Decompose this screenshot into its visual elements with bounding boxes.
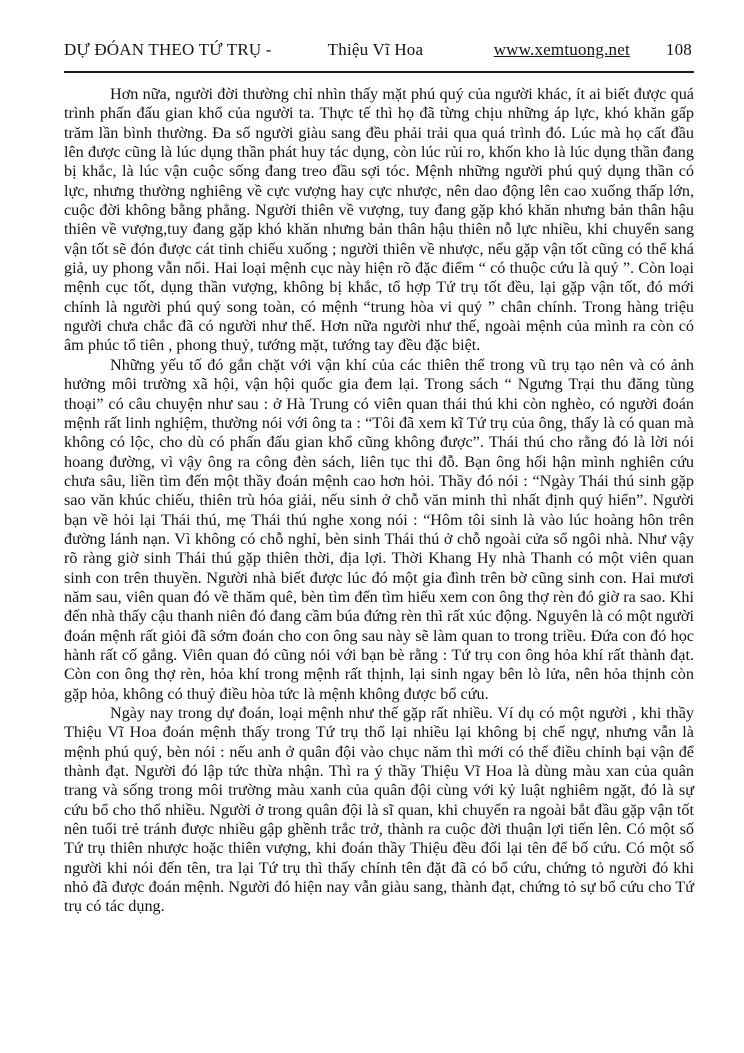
header-divider bbox=[64, 71, 694, 73]
author-name: Thiệu Vĩ Hoa bbox=[327, 40, 424, 59]
page-header bbox=[64, 40, 694, 60]
paragraph-2: Những yếu tố đó gắn chặt với vận khí của các thiên thể trong vũ trụ tạo nên và có ảnh hưởng môi trường xã hội, vận hội quốc gia đem lại. Trong sách “ Ngưng Trại thu đăng tùng thoại” có câu chuyện như sau : ở Hà Trung có viên quan thái thú khi còn nghèo, có người đoán mệnh rất linh nghiệm, thường nói với ông ta : “Tôi đã xem kĩ Tứ trụ của ông, thấy là có quan mà không có lộc, cho dù có phấn đấu gian khổ cũng không được”. Thái thú cho rằng đó là lời nói hoang đường, vì vậy ông ra công đèn sách, liên tục thi đỗ. Bạn ông hối hận mình nghiên cứu chưa sâu, liền tìm đến một thầy đoán mệnh cao hơn hỏi. Thầy đó nói : “Ngày Thái thú sinh gặp sao văn khúc chiếu, thiên trù hóa giải, nếu sinh ở chỗ văn minh thì nhất định quý hiển”. Người bạn về hỏi lại Thái thú, mẹ Thái thú nghe xong nói : “Hôm tôi sinh là vào lúc hoàng hôn trên đường lánh nạn. Vì không có chỗ nghỉ, bèn sinh Thái thú ở chỗ ngoài cửa sổ ngôi nhà. Như vậy rõ ràng giờ sinh Thái thú gặp thiên thời, địa lợi. Thời Khang Hy nhà Thanh có một viên quan sinh con trên thuyền. Người nhà biết được lúc đó một gia đình trên bờ cũng sinh con. Hai mươi năm sau, viên quan đó về thăm quê, bèn tìm đến tìm hiểu xem con ông thợ rèn đó giờ ra sao. Khi đến nhà thấy cậu thanh niên đó đang cầm búa đứng rèn thì rất xúc động. Nguyên là có một người đoán mệnh rất giỏi đã sớm đoán cho con ông sau này sẽ làm quan to trong triều. Đứa con đó học hành rất cố gắng. Viên quan đó cũng nói với bạn bè rằng : Tứ trụ con ông hỏa khí rất thành đạt. Còn con ông thợ rèn, hỏa khí trong mệnh rất thịnh, lại sinh ngay bên lò lửa, nên hỏa thịnh còn gặp hỏa, không có thuỷ điều hòa tức là mệnh không được bổ cứu. bbox=[64, 355, 694, 703]
paragraph-3: Ngày nay trong dự đoán, loại mệnh như thế gặp rất nhiều. Ví dụ có một người , khi thầy Thiệu Vĩ Hoa đoán mệnh thấy trong Tứ trụ thổ lại nhiều lại không bị chế ngự, nhưng vẫn là mệnh phú quý, bèn nói : nếu anh ở quân đội vào chục năm thì mới có thể điều chỉnh bại vận để thành đạt. Người đó lập tức thừa nhận. Thì ra ý thầy Thiệu Vĩ Hoa là dùng màu xan của quân trang và sống trong môi trường màu xanh của quân đội cùng với kỷ luật nghiêm ngặt, đó là sự cứu bổ cho thổ nhiều. Người ở trong quân đội là sĩ quan, khi chuyển ra ngoài bắt đầu gặp vận tốt nên tuổi trẻ tránh được nhiều gập ghềnh trắc trở, thành ra cuộc đời thuận lợi tiến lên. Có một số Tứ trụ thiên nhược hoặc thiên vượng, khi đoán thầy Thiệu đều đổi lại tên để bố cứu. Có một số người khi nói đến tên, tra lại Tứ trụ thì thấy chính tên đặt đã có bổ cứu, chứng tỏ người đó khi nhỏ đã được đoán mệnh. Người đó hiện nay vẫn giàu sang, thành đạt, chứng tỏ sự bổ cứu cho Tứ trụ có tác dụng. bbox=[64, 704, 694, 916]
book-title: DỰ ĐÓAN THEO TỨ TRỤ - bbox=[64, 40, 272, 59]
website-link[interactable]: www.xemtuong.net bbox=[493, 40, 630, 59]
page-number: 108 bbox=[665, 40, 692, 59]
page-body bbox=[64, 85, 694, 917]
paragraph-1: Hơn nữa, người đời thường chỉ nhìn thấy mặt phú quý của người khác, ít ai biết được quá trình phấn đấu gian khổ của người ta. Thực tế thì họ đã từng chịu những áp lực, khó khăn gấp trăm lần bình thường. Đa số người giàu sang đều phải trải qua quá trình đó. Lúc mà họ cất đầu lên được cũng là lúc dụng thần phát huy tác dụng, còn lúc rủi ro, khốn kho là lúc dụng thần đang bị khắc, là lúc vận cuộc sống đang treo đầu sợi tóc. Mệnh những người phú quý dụng thần có lực, nhưng thường nghiêng về cực vượng hay cực nhược, nên dao động lên cao xuống thấp lớn, cuộc đời không bằng phẳng. Người thiên về vượng, tuy đang gặp khó khăn nhưng bản thân hậu thiên về vượng,tuy đang gặp khó khăn nhưng bản thân hậu thiên nỗ lực nhiều, khi chuyển sang vận tốt sẽ đón được cát tinh chiếu xuống ; người thiên về nhược, nếu gặp vận tốt cũng có thể khá giả, uy phong vẫn nổi. Hai loại mệnh cục này hiện rõ đặc điểm “ có thuộc cứu là quý ”. Còn loại mệnh cục tốt, dụng thần vượng, không bị khắc, tổ hợp Tứ trụ tốt đều, lại gặp vận tốt, đó mới chính là người phú quý song toàn, có mệnh “trung hòa vi quý ” chân chính. Trong hàng triệu người chưa chắc đã có người như thế. Hơn nữa người như thế, ngoài mệnh của mình ra còn có âm phúc tổ tiên , phong thuỷ, tướng mặt, tướng tay đều đặc biệt. bbox=[64, 85, 694, 355]
